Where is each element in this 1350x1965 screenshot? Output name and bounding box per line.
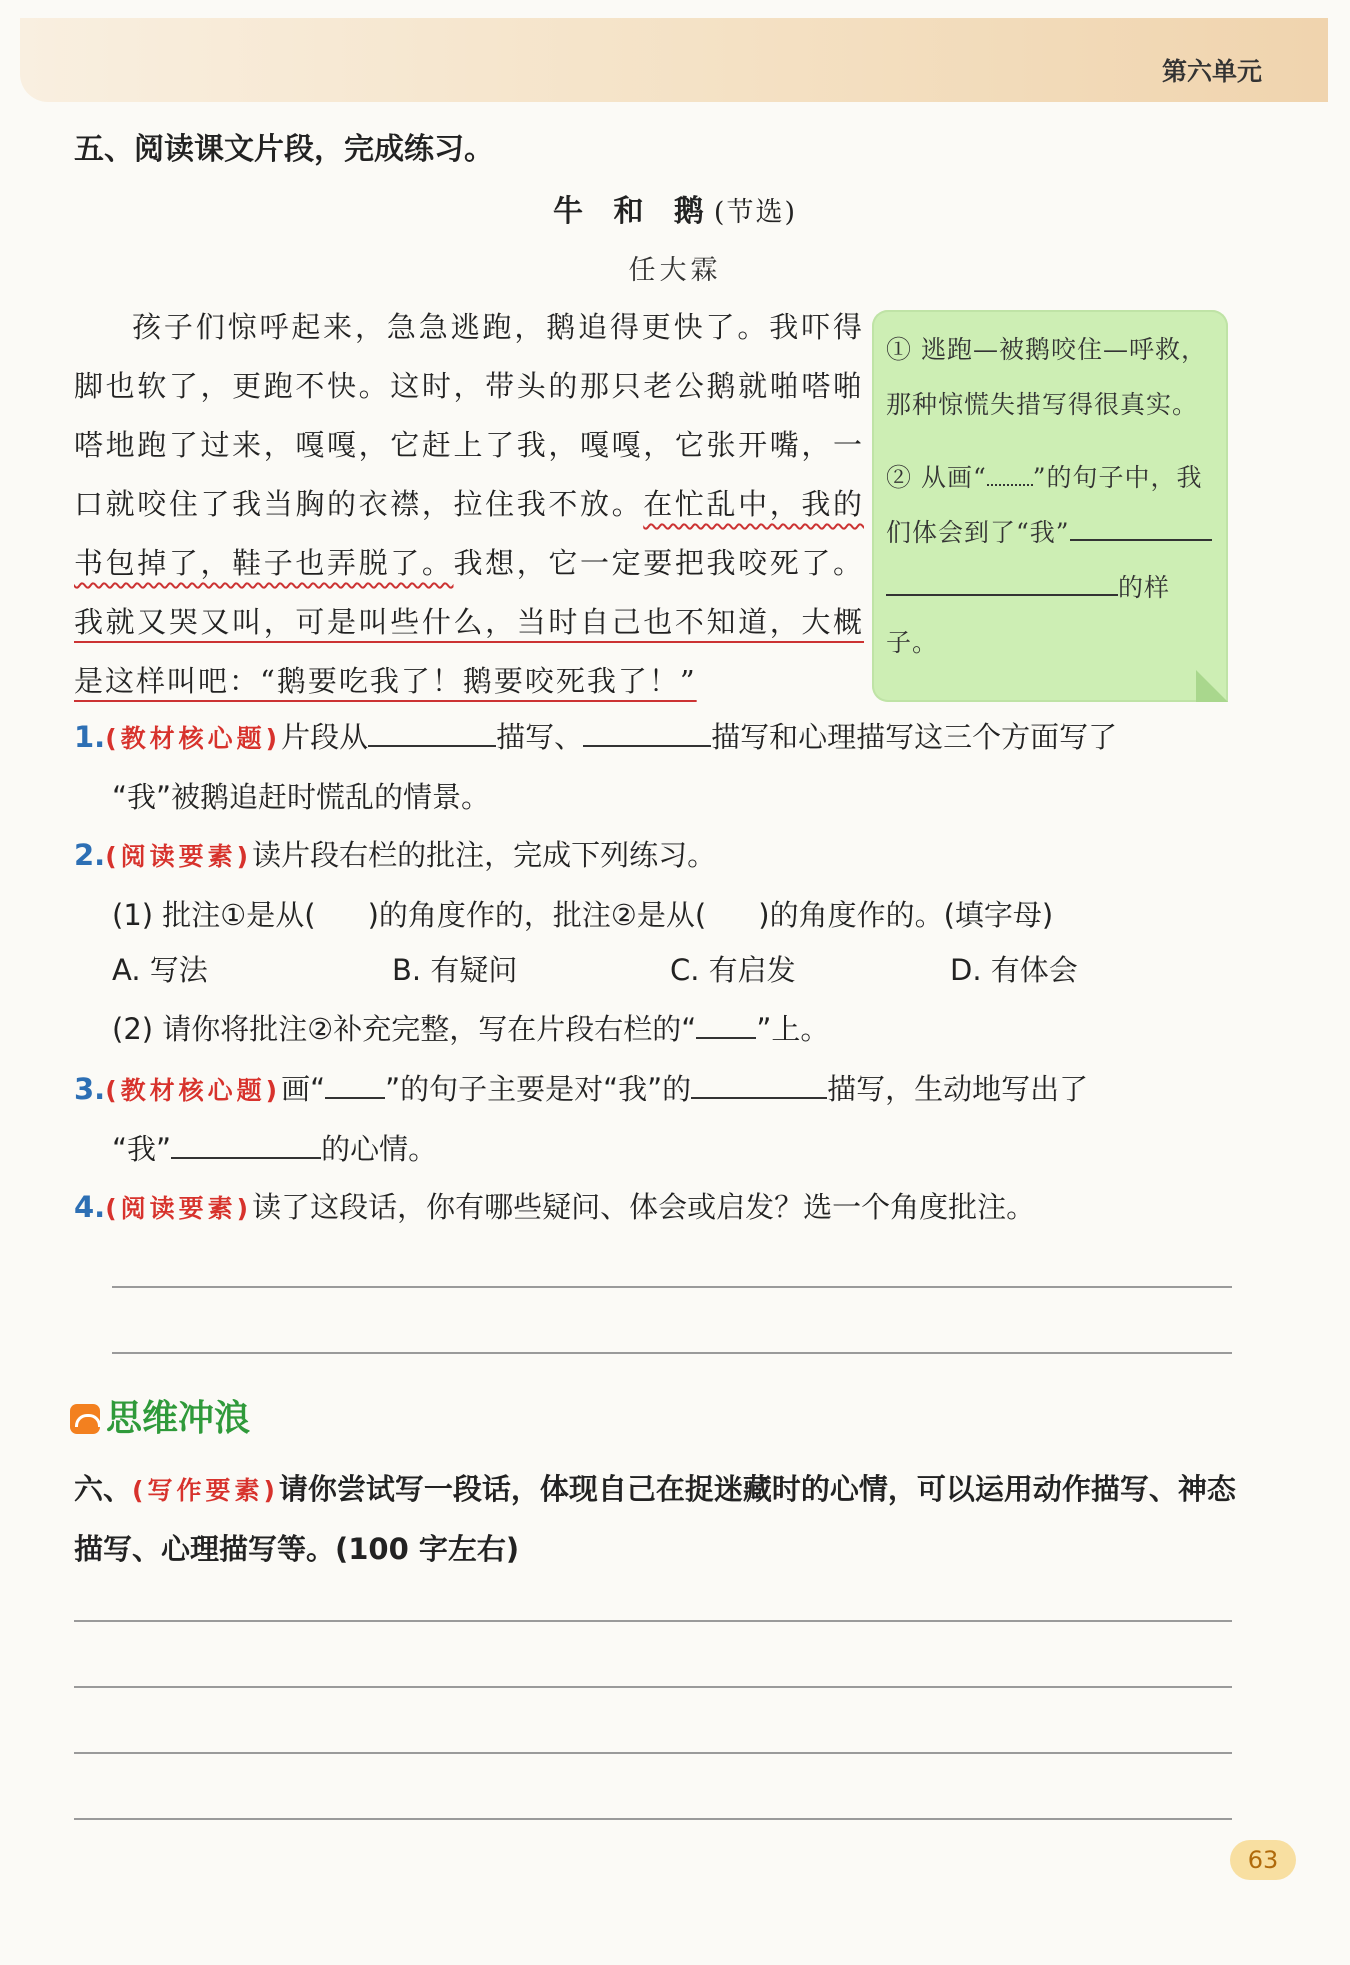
passage-paragraph: 孩子们惊呼起来，急急逃跑，鹅追得更快了。我吓得脚也软了，更跑不快。这时，带头的那只老公鹅就啪嗒啪嗒地跑了过来，嘎嘎，它赶上了我，嘎嘎，它张开嘴，一口就咬住了我当胸的衣襟，拉住我不放。 — [74, 310, 864, 521]
section-title: 五、阅读课文片段，完成练习。 — [74, 132, 494, 167]
answer-blank[interactable] — [368, 715, 496, 747]
sub-question-text: (2) 请你将批注②补充完整，写在片段右栏的“ — [112, 1012, 697, 1046]
question-number: 2. — [74, 838, 106, 872]
section-6 — [74, 1460, 1264, 1578]
answer-line[interactable] — [112, 1286, 1232, 1288]
section-6-prefix: 六、 — [74, 1472, 133, 1506]
answer-blank[interactable] — [325, 1067, 385, 1099]
sub-question-text: )的角度作的。(填字母) — [758, 898, 1054, 932]
answer-blank[interactable] — [691, 1067, 827, 1099]
page-curl — [1196, 670, 1228, 702]
question-text: 片段从 — [281, 720, 369, 754]
question-tag: (教材核心题) — [105, 1076, 282, 1105]
question-text: “我” — [112, 1132, 172, 1166]
page-number: 63 — [1230, 1840, 1296, 1880]
question-number: 3. — [74, 1072, 106, 1106]
question-text: 读了这段话，你有哪些疑问、体会或启发？选一个角度批注。 — [252, 1190, 1036, 1224]
option-a[interactable]: A. 写法 — [112, 953, 208, 987]
passage-middle: 我想，它一定要把我咬死了。 — [453, 546, 864, 580]
annotation-answer-blank[interactable] — [1070, 509, 1212, 541]
answer-blank[interactable] — [696, 1007, 756, 1039]
answer-line[interactable] — [112, 1352, 1232, 1354]
question-number: 4. — [74, 1190, 106, 1224]
question-1 — [74, 708, 1260, 826]
question-text: 描写、 — [496, 720, 584, 754]
question-tag: (教材核心题) — [105, 724, 282, 753]
question-text: 的心情。 — [321, 1132, 438, 1166]
sub-question-text: )的角度作的，批注②是从( — [367, 898, 707, 932]
thinking-heading — [70, 1390, 250, 1441]
passage-title — [0, 186, 1350, 230]
sub-question-text: ”上。 — [756, 1012, 830, 1046]
option-d[interactable]: D. 有体会 — [950, 953, 1078, 987]
wave-icon — [70, 1404, 100, 1434]
straight-underlined-sentence: 我就又哭又叫，可是叫些什么，当时自己也不知道，大概是这样叫吧：“鹅要吃我了！鹅要咬死我了！” — [74, 605, 864, 698]
question-text: ”的句子主要是对“我”的 — [385, 1072, 692, 1106]
question-text: 描写和心理描写这三个方面写了 — [711, 720, 1118, 754]
question-tag: (阅读要素) — [105, 842, 253, 871]
option-c[interactable]: C. 有启发 — [670, 953, 796, 987]
writing-line[interactable] — [74, 1818, 1232, 1820]
section-6-tag: (写作要素) — [132, 1476, 279, 1505]
sub-question-2 — [74, 1000, 1260, 1058]
unit-label: 第六单元 — [1161, 57, 1262, 86]
question-text: 画“ — [281, 1072, 326, 1106]
sub-question-text: (1) 批注①是从( — [112, 898, 316, 932]
annotation-sidebar — [872, 310, 1228, 702]
header-band — [20, 18, 1328, 102]
question-3 — [74, 1060, 1260, 1178]
question-number: 1. — [74, 720, 106, 754]
passage-text — [74, 298, 864, 711]
option-b[interactable]: B. 有疑问 — [392, 953, 518, 987]
wavy-underlined-sentence: 在忙乱中，我的书包掉了，鞋子也弄脱了。 — [74, 487, 864, 580]
question-2 — [74, 826, 1260, 944]
annotation-1: ① 逃跑—被鹅咬住—呼救，那种惊慌失措写得很真实。 — [886, 335, 1207, 419]
question-text: 读片段右栏的批注，完成下列练习。 — [252, 838, 717, 872]
thinking-heading-text: 思维冲浪 — [106, 1398, 251, 1439]
annotation-2-start: ② 从画“ — [886, 463, 987, 492]
question-text: “我”被鹅追赶时慌乱的情景。 — [112, 780, 491, 814]
answer-blank[interactable] — [171, 1127, 321, 1159]
annotation-2-end: 的样子。 — [886, 573, 1171, 657]
sub-question-1 — [74, 898, 1053, 932]
passage-title-note: (节选) — [713, 197, 797, 228]
section-6-text: 请你尝试写一段话，体现自己在捉迷藏时的心情，可以运用动作描写、神态描写、心理描写等。(100 字左右) — [74, 1472, 1236, 1566]
answer-blank[interactable] — [583, 715, 711, 747]
question-text: 描写，生动地写出了 — [827, 1072, 1089, 1106]
annotation-2-mid: ”的句子中，我们体会到了“我” — [886, 463, 1203, 547]
writing-line[interactable] — [74, 1620, 1232, 1622]
passage-title-text: 牛 和 鹅 — [553, 194, 714, 229]
annotation-answer-blank-2[interactable] — [886, 564, 1118, 596]
question-tag: (阅读要素) — [105, 1194, 253, 1223]
writing-line[interactable] — [74, 1752, 1232, 1754]
wavy-mark-blank — [987, 464, 1033, 486]
writing-line[interactable] — [74, 1686, 1232, 1688]
annotation-2 — [886, 450, 1218, 670]
passage-author: 任大霖 — [628, 255, 722, 286]
question-4 — [74, 1178, 1260, 1238]
